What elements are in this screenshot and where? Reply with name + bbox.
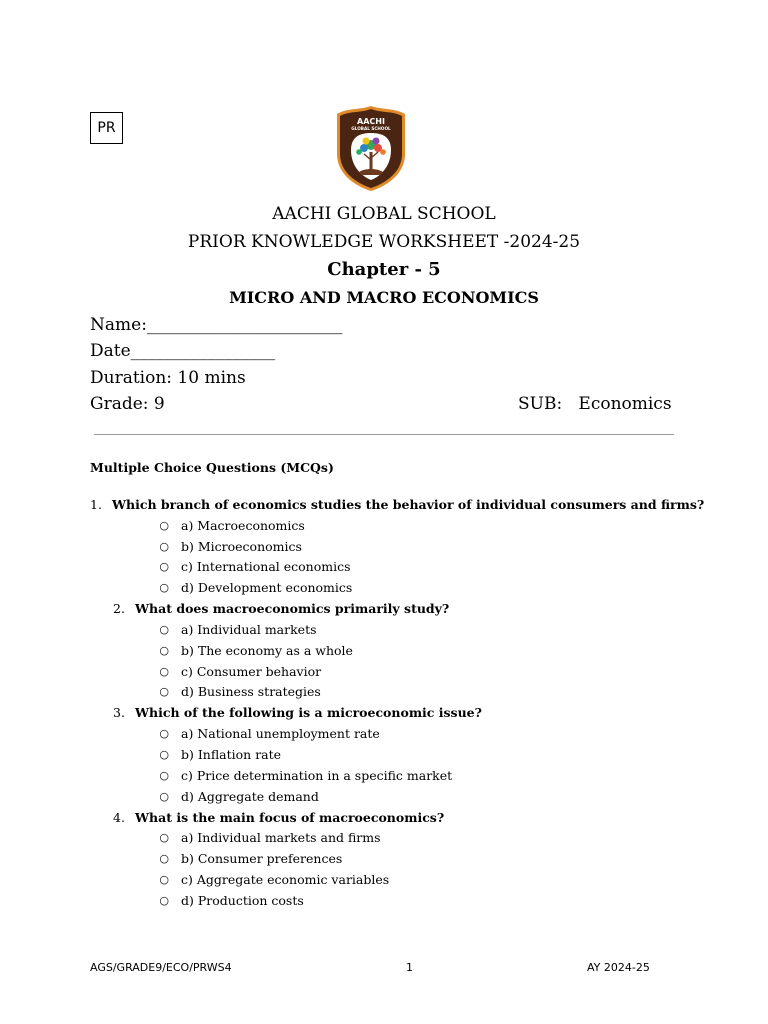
option-text: d) Aggregate demand [181,788,319,804]
circle-bullet-icon: ○ [159,581,169,595]
option-text: c) Consumer behavior [181,663,322,679]
footer-page-number: 1 [406,961,413,974]
option-text: c) Price determination in a specific market [181,767,453,783]
option-text: d) Development economics [181,580,353,596]
footer-academic-year: AY 2024-25 [587,961,650,974]
option-text: c) Aggregate economic variables [181,872,390,888]
option-item [90,890,690,911]
option-text: a) Individual markets [181,622,317,638]
question-number: 2. [113,601,125,617]
option-item [90,557,690,578]
school-name: AACHI GLOBAL SCHOOL [272,204,496,224]
option-item [90,536,690,557]
circle-bullet-icon: ○ [159,623,169,637]
question-text: What is the main focus of macroeconomics? [135,809,445,825]
circle-bullet-icon: ○ [159,768,169,782]
option-item [90,828,690,849]
option-item [90,619,690,640]
question-4 [90,807,690,911]
option-item [90,848,690,869]
option-text: b) The economy as a whole [181,642,353,658]
circle-bullet-icon: ○ [159,560,169,574]
horizontal-divider [94,434,674,435]
circle-bullet-icon: ○ [159,873,169,887]
circle-bullet-icon: ○ [159,727,169,741]
circle-bullet-icon: ○ [159,831,169,845]
question-1 [90,494,705,598]
option-item [90,765,690,786]
option-text: a) National unemployment rate [181,726,380,742]
option-item [90,744,690,765]
section-title: Multiple Choice Questions (MCQs) [90,460,334,475]
circle-bullet-icon: ○ [159,664,169,678]
grade-field: Grade: 9 [90,394,165,414]
option-item [90,640,690,661]
topic-title: MICRO AND MACRO ECONOMICS [229,288,539,307]
question-text: What does macroeconomics primarily study? [135,601,450,617]
option-item [90,515,690,536]
circle-bullet-icon: ○ [159,685,169,699]
question-list [90,494,705,911]
circle-bullet-icon: ○ [159,643,169,657]
option-text: b) Consumer preferences [181,851,343,867]
circle-bullet-icon: ○ [159,789,169,803]
question-number: 1. [90,497,102,512]
duration-field: Duration: 10 mins [90,368,246,388]
option-text: d) Production costs [181,892,304,908]
question-number: 3. [113,705,125,721]
circle-bullet-icon: ○ [159,893,169,907]
circle-bullet-icon: ○ [159,748,169,762]
footer-document-code: AGS/GRADE9/ECO/PRWS4 [90,961,232,974]
worksheet-title: PRIOR KNOWLEDGE WORKSHEET -2024-25 [187,232,581,252]
subject-field: SUB: Economics [518,394,672,414]
option-text: a) Individual markets and firms [181,830,381,846]
question-number: 4. [113,809,125,825]
option-text: b) Inflation rate [181,747,282,763]
option-text: b) Microeconomics [181,538,302,554]
name-field: Name:_______________________ [90,315,343,335]
school-crest-tree-icon [335,104,407,192]
chapter-title: Chapter - 5 [327,259,441,280]
logo-text-line2: GLOBAL SCHOOL [351,126,391,131]
option-item [90,786,690,807]
logo-text-line1: AACHI [357,117,385,126]
option-text: d) Business strategies [181,684,321,700]
question-2 [90,598,690,702]
option-item [90,577,690,598]
code-box: PR [90,112,123,144]
option-item [90,723,690,744]
circle-bullet-icon: ○ [159,539,169,553]
option-item [90,661,690,682]
option-text: c) International economics [181,559,351,575]
circle-bullet-icon: ○ [159,518,169,532]
date-field: Date_________________ [90,341,276,361]
circle-bullet-icon: ○ [159,852,169,866]
question-text: Which of the following is a microeconomic issue? [135,705,482,721]
option-item [90,682,690,703]
question-3 [90,702,690,806]
question-text: Which branch of economics studies the behavior of individual consumers and firms? [112,497,705,512]
option-text: a) Macroeconomics [181,517,305,533]
option-item [90,869,690,890]
